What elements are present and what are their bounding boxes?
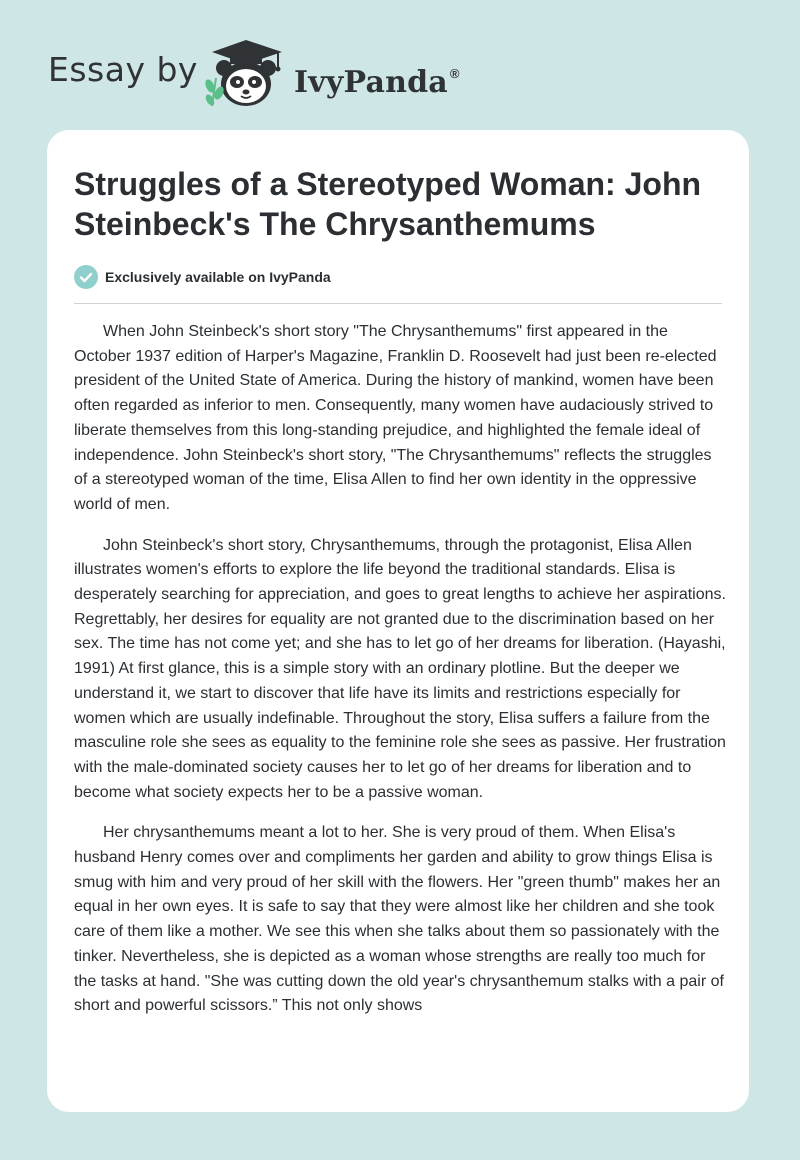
essay-paragraph-2: John Steinbeck's short story, Chrysanthemums, through the protagonist, Elisa Allen illustrates women's efforts to explore the life beyond the traditional standards. Elisa is desperately searching for appreciation, and goes to great lengths to achieve her aspirations. Regrettably, her desires for equality are not granted due to the discrimination based on her sex. The time has not come yet; and she has to let go of her dreams for liberation. (Hayashi, 1991) At first glance, this is a simple story with an ordinary plotline. But the deeper we understand it, we start to discover that life have its limits and restrictions especially for women which are usually indefinable. Throughout the story, Elisa suffers a failure from the masculine role she sees as equality to the feminine role she sees as passive. Her frustration with the male-dominated society causes her to let go of her dreams for liberation and to become what society expects her to be a passive woman. xyxy=(74,536,726,801)
essay-paragraph-3: Her chrysanthemums meant a lot to her. She is very proud of them. When Elisa's husband Henry comes over and compliments her garden and ability to grow things Elisa is smug with him and very proud of her skill with the flowers. Her "green thumb" makes her an equal in her own eyes. It is safe to say that they were almost like her children and she took care of them like a mother. We see this when she talks about them so passionately with the tinker. Nevertheless, she is depicted as a woman whose strengths are really too much for the tasks at hand. "She was cutting down the old year's chrysanthemum stalks with a pair of short and powerful scissors.” This not only shows xyxy=(74,824,724,1015)
essay-title: Struggles of a Stereotyped Woman: John Steinbeck's The Chrysanthemums xyxy=(74,166,702,242)
check-icon xyxy=(74,265,98,289)
essay-body xyxy=(74,320,726,1035)
essay-card xyxy=(47,130,749,1112)
registered-mark: ® xyxy=(449,66,460,81)
essay-paragraph-1: When John Steinbeck's short story "The Chrysanthemums" first appeared in the October 1937 edition of Harper's Magazine, Franklin D. Roosevelt had just been re-elected president of the United State of America. During the history of mankind, women have been often regarded as inferior to men. Consequently, many women have audaciously strived to liberate themselves from this long-standing prejudice, and highlighted the female ideal of independence. John Steinbeck's short story, "The Chrysanthemums" reflects the struggles of a stereotyped woman of the time, Elisa Allen to find her own identity in the oppressive world of men. xyxy=(74,323,717,513)
site-header xyxy=(0,0,800,130)
brand-name-text: IvyPanda xyxy=(294,65,448,100)
essay-by-label: Essay by xyxy=(48,50,198,89)
panda-graduate-logo-icon[interactable] xyxy=(202,38,286,110)
exclusive-badge xyxy=(74,264,331,290)
brand-name[interactable] xyxy=(294,56,460,101)
exclusive-badge-label: Exclusively available on IvyPanda xyxy=(105,269,331,285)
title-divider xyxy=(74,303,722,304)
